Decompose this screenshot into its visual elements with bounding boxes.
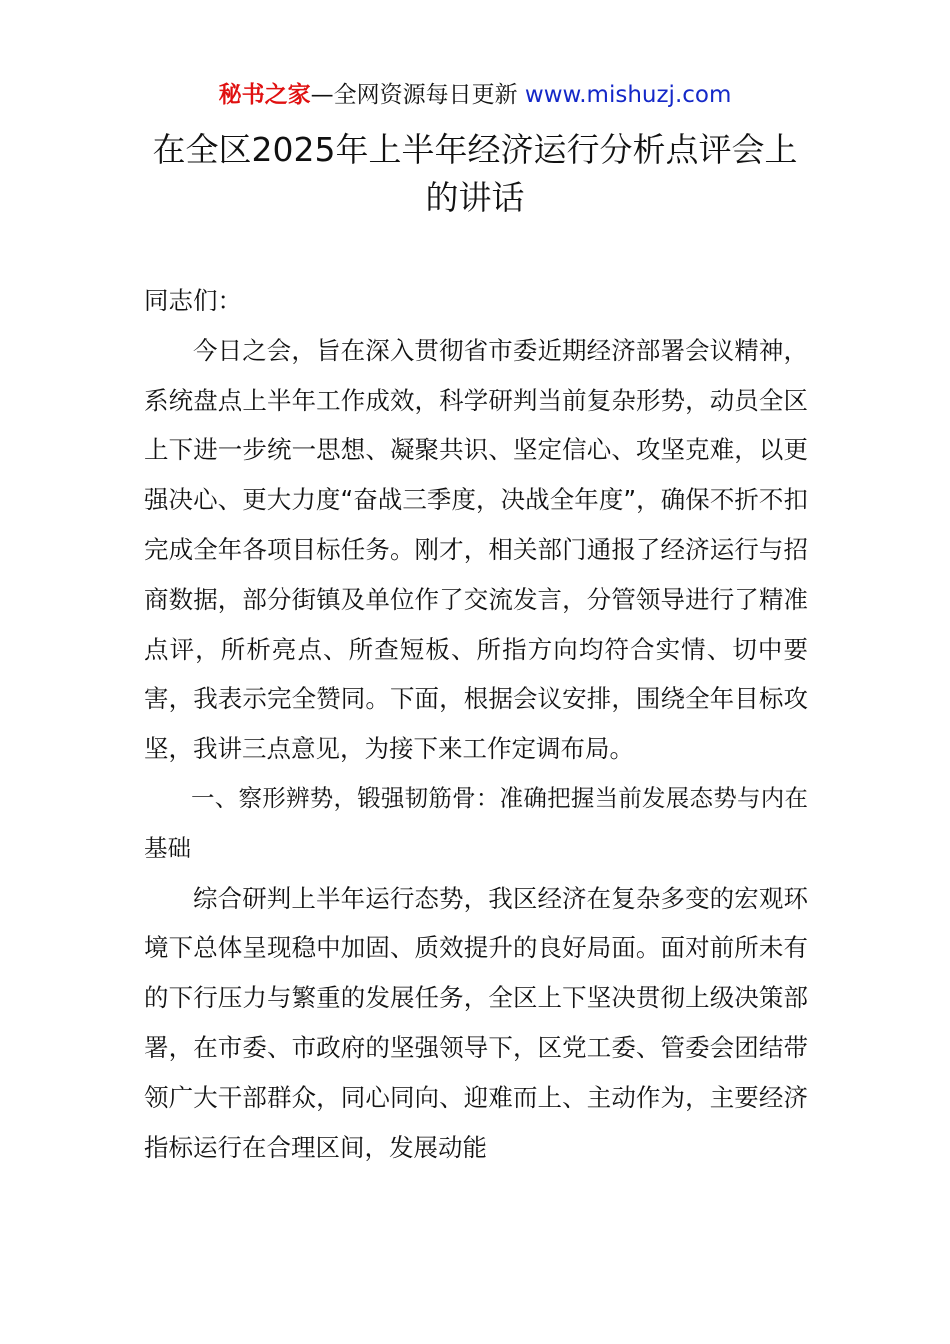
body-paragraph: 今日之会，旨在深入贯彻省市委近期经济部署会议精神，系统盘点上半年工作成效，科学研判当前复杂形势，动员全区上下进一步统一思想、凝聚共识、坚定信心、攻坚克难，以更强决心、更大力度“奋战三季度，决战全年度”，确保不折不扣完成全年各项目标任务。刚才，相关部门通报了经济运行与招商数据，部分街镇及单位作了交流发言，分管领导进行了精准点评，所析亮点、所查短板、所指方向均符合实情、切中要害，我表示完全赞同。下面，根据会议安排，围绕全年目标攻坚，我讲三点意见，为接下来工作定调布局。 — [144, 335, 808, 764]
site-url-link[interactable]: www.mishuzj.com — [524, 82, 732, 108]
section-paragraph: 综合研判上半年运行态势，我区经济在复杂多变的宏观环境下总体呈现稳中加固、质效提升的良好局面。面对前所未有的下行压力与繁重的发展任务，全区上下坚决贯彻上级决策部署，在市委、市政府的坚强领导下，区党工委、管委会团结带领广大干部群众，同心同向、迎难而上、主动作为，主要经济指标运行在合理区间，发展动能 — [144, 883, 808, 1162]
salutation: 同志们： — [144, 286, 242, 315]
section-heading: 一、察形辨势，锻强韧筋骨：准确把握当前发展态势与内在基础 — [144, 783, 808, 862]
site-header — [0, 78, 950, 112]
document-title: 在全区2025年上半年经济运行分析点评会上的讲话 — [152, 130, 798, 217]
site-tagline: —全网资源每日更新 — [310, 82, 518, 108]
site-brand: 秘书之家 — [218, 82, 311, 108]
document-body — [144, 276, 808, 1172]
